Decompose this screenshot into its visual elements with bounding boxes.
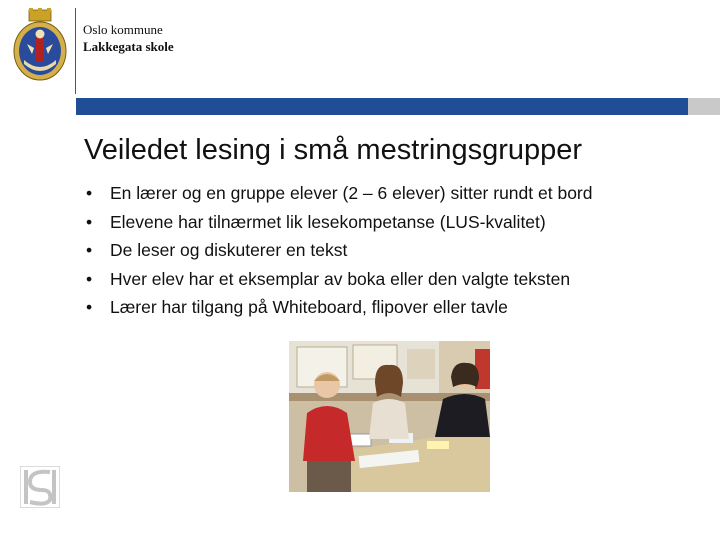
school-name: Lakkegata skole <box>83 39 174 54</box>
bullet-item <box>86 208 592 237</box>
header-accent-bar <box>76 98 688 115</box>
bullet-item <box>86 265 592 294</box>
header-divider <box>75 8 76 94</box>
bullet-item <box>86 236 592 265</box>
bullet-dot: • <box>86 240 93 261</box>
oslo-kommune-mark-icon <box>20 466 60 508</box>
bullet-dot: • <box>86 183 93 203</box>
header-gray-bar <box>688 98 720 115</box>
bullet-item <box>86 179 592 208</box>
bullet-dot: • <box>86 211 93 232</box>
classroom-photo <box>289 341 490 492</box>
oslo-coat-of-arms-icon <box>12 8 68 82</box>
slide-title: Veiledet lesing i små mestringsgrupper <box>84 134 583 166</box>
org-name: Oslo kommune <box>83 22 163 37</box>
organization-block <box>83 21 174 55</box>
bullet-text: Elevene har tilnærmet lik lesekompetanse (LUS-kvalitet) <box>110 211 546 232</box>
bullet-text: En lærer og en gruppe elever (2 – 6 elever) sitter rundt et bord <box>110 183 593 203</box>
bullet-text: De leser og diskuterer en tekst <box>110 240 348 261</box>
bullet-item <box>86 293 592 322</box>
bullet-text: Hver elev har et eksemplar av boka eller den valgte teksten <box>110 268 571 289</box>
bullet-text: Lærer har tilgang på Whiteboard, flipover eller tavle <box>110 297 508 318</box>
bullet-dot: • <box>86 297 93 318</box>
bullet-dot: • <box>86 268 93 289</box>
bullet-list <box>86 179 592 322</box>
